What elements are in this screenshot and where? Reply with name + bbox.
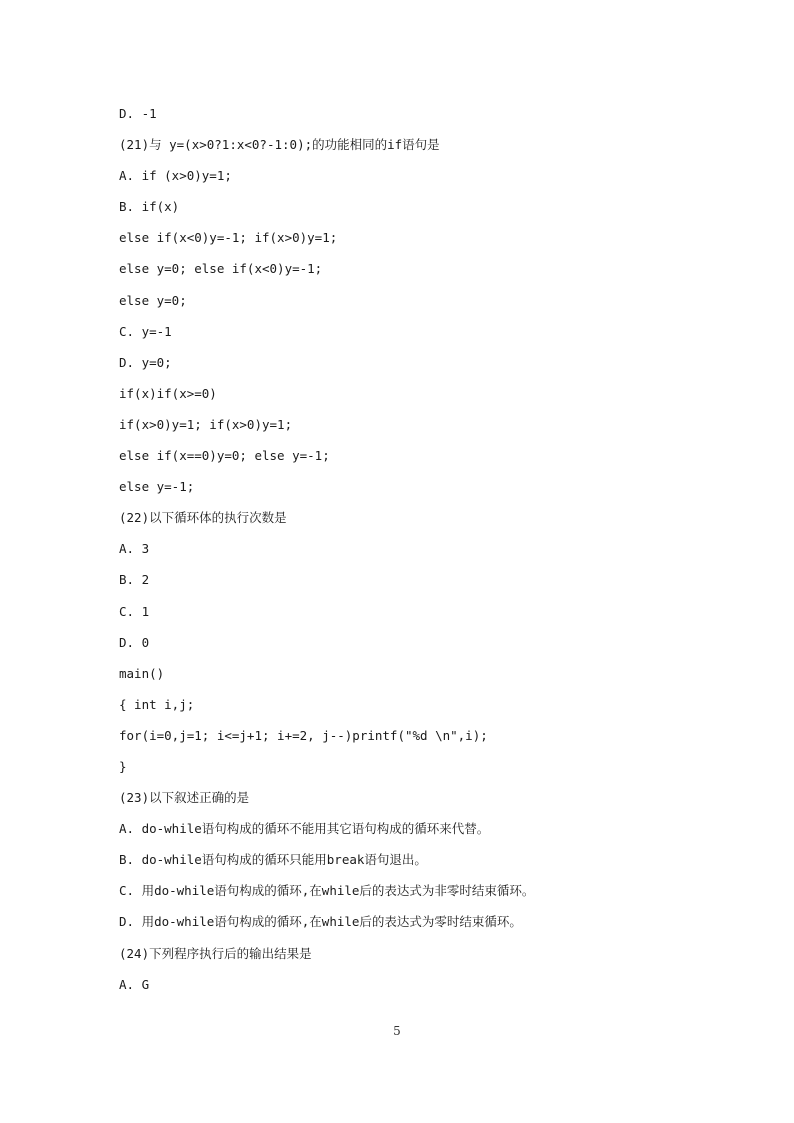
code-line: { int i,j; bbox=[119, 696, 195, 712]
code-line: } bbox=[119, 758, 127, 774]
text-line: if(x)if(x>=0) bbox=[119, 385, 217, 401]
text-line: D. 用do-while语句构成的循环,在while后的表达式为零时结束循环。 bbox=[119, 914, 522, 930]
text-line: else if(x==0)y=0; else y=-1; bbox=[119, 448, 330, 464]
question-22-heading: (22)以下循环体的执行次数是 bbox=[119, 510, 287, 526]
text-line: A. if (x>0)y=1; bbox=[119, 168, 232, 184]
text-line: C. y=-1 bbox=[119, 323, 172, 339]
text-line: else y=0; bbox=[119, 292, 187, 308]
text-line: B. do-while语句构成的循环只能用break语句退出。 bbox=[119, 852, 427, 868]
text-line: C. 用do-while语句构成的循环,在while后的表达式为非零时结束循环。 bbox=[119, 883, 535, 899]
question-23-heading: (23)以下叙述正确的是 bbox=[119, 790, 250, 806]
code-line: main() bbox=[119, 665, 165, 681]
code-line: for(i=0,j=1; i<=j+1; i+=2, j--)printf("%d \n",i); bbox=[119, 727, 488, 743]
text-line: D. y=0; bbox=[119, 354, 172, 370]
text-line: A. 3 bbox=[119, 541, 150, 557]
text-line: A. G bbox=[119, 976, 150, 992]
text-line: if(x>0)y=1; if(x>0)y=1; bbox=[119, 416, 293, 432]
question-21-heading: (21)与 y=(x>0?1:x<0?-1:0);的功能相同的if语句是 bbox=[119, 137, 440, 153]
text-line: C. 1 bbox=[119, 603, 150, 619]
text-line: B. if(x) bbox=[119, 199, 180, 215]
page-number: 5 bbox=[393, 1024, 401, 1038]
document-body bbox=[119, 102, 679, 1004]
question-24-heading: (24)下列程序执行后的输出结果是 bbox=[119, 945, 312, 961]
text-line: else if(x<0)y=-1; if(x>0)y=1; bbox=[119, 230, 338, 246]
text-line: else y=0; else if(x<0)y=-1; bbox=[119, 261, 323, 277]
text-line: else y=-1; bbox=[119, 479, 195, 495]
text-line: A. do-while语句构成的循环不能用其它语句构成的循环来代替。 bbox=[119, 821, 490, 837]
text-line: B. 2 bbox=[119, 572, 150, 588]
text-line: D. 0 bbox=[119, 634, 150, 650]
text-line: D. -1 bbox=[119, 106, 157, 121]
